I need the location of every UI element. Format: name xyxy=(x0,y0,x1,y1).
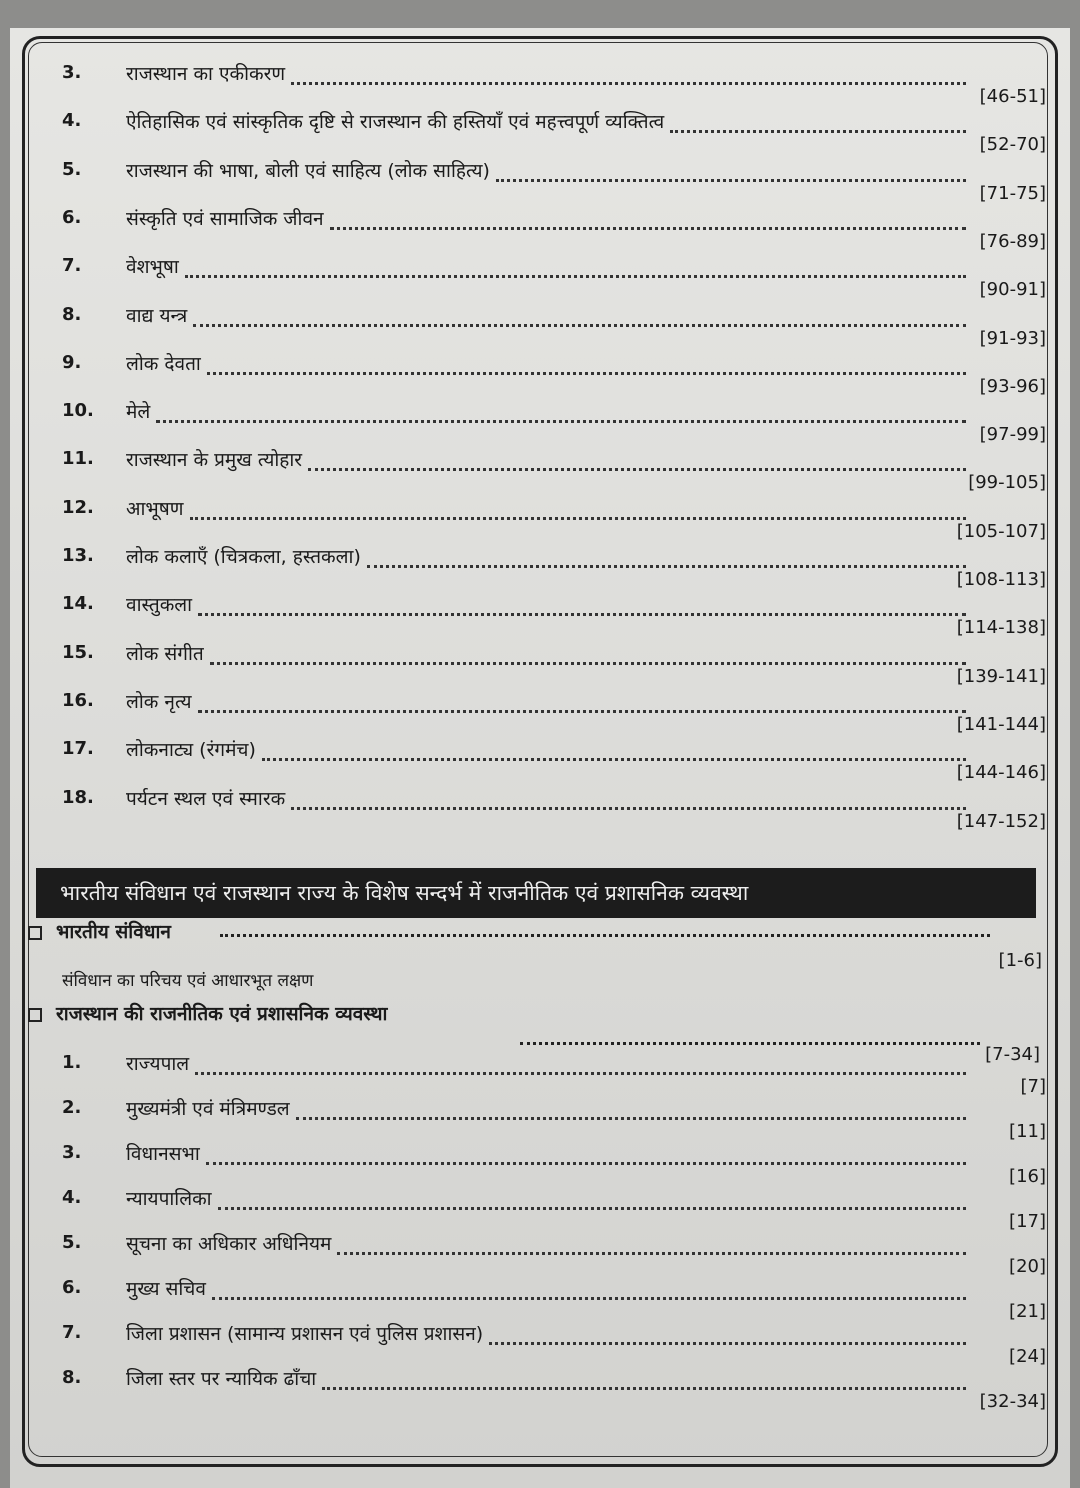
dot-leader xyxy=(207,372,966,375)
toc-entry xyxy=(62,448,1046,496)
dot-leader xyxy=(489,1342,966,1345)
entry-number: 10. xyxy=(62,400,94,422)
entry-number: 1. xyxy=(62,1052,82,1073)
dot-leader xyxy=(308,468,966,471)
page-range: [11] xyxy=(1009,1121,1046,1142)
dot-leader xyxy=(198,613,966,616)
dot-leader xyxy=(322,1387,966,1390)
dot-leader xyxy=(262,758,966,761)
entry-title: सूचना का अधिकार अधिनियम xyxy=(126,1233,332,1255)
entry-title: विधानसभा xyxy=(126,1143,200,1165)
toc-entry xyxy=(62,1322,1046,1370)
entry-number: 4. xyxy=(62,1187,82,1208)
toc-entry xyxy=(62,255,1046,303)
page-range: [93-96] xyxy=(979,375,1046,397)
dot-leader xyxy=(190,517,966,520)
entry-number: 6. xyxy=(62,206,82,228)
entry-number: 7. xyxy=(62,1322,82,1343)
dot-leader xyxy=(296,1117,966,1120)
heading-text: राजस्थान की राजनीतिक एवं प्रशासनिक व्यवस्था xyxy=(56,1003,388,1025)
dot-leader xyxy=(291,82,966,85)
entry-number: 16. xyxy=(62,689,94,711)
entry-number: 11. xyxy=(62,448,94,470)
entry-number: 14. xyxy=(62,593,94,615)
dot-leader xyxy=(220,934,990,937)
dot-leader xyxy=(195,1072,966,1075)
heading-text: भारतीय संविधान xyxy=(56,921,171,943)
page-range: [7-34] xyxy=(985,1044,1040,1065)
page-range: [99-105] xyxy=(968,472,1046,494)
page-range: [1-6] xyxy=(998,950,1042,971)
entry-number: 7. xyxy=(62,255,82,277)
page-range: [76-89] xyxy=(979,230,1046,252)
page-range: [71-75] xyxy=(979,182,1046,204)
toc-entry xyxy=(62,62,1046,110)
entry-number: 9. xyxy=(62,351,82,373)
checkbox-bullet-icon xyxy=(28,926,42,940)
dot-leader xyxy=(193,324,966,327)
entry-title: वाद्य यन्त्र xyxy=(126,304,188,327)
toc-entry xyxy=(62,1142,1046,1190)
entry-title: जिला प्रशासन (सामान्य प्रशासन एवं पुलिस प्रशासन) xyxy=(126,1323,484,1345)
entry-title: लोक संगीत xyxy=(126,642,204,665)
toc-entry xyxy=(62,159,1046,207)
entry-title: पर्यटन स्थल एवं स्मारक xyxy=(126,787,286,810)
dot-leader xyxy=(218,1207,966,1210)
toc-entry xyxy=(62,1367,1046,1415)
entry-title: लोक नृत्य xyxy=(126,690,192,713)
entry-title: राजस्थान की भाषा, बोली एवं साहित्य (लोक साहित्य) xyxy=(126,159,490,182)
toc-entry xyxy=(62,787,1046,835)
entry-title: राजस्थान का एकीकरण xyxy=(126,63,286,85)
page-range: [16] xyxy=(1009,1166,1046,1187)
entry-number: 13. xyxy=(62,545,94,566)
page-range: [17] xyxy=(1009,1211,1046,1232)
dot-leader xyxy=(212,1297,966,1300)
page-range: [46-51] xyxy=(979,86,1046,107)
page-range: [91-93] xyxy=(979,327,1046,349)
entry-number: 2. xyxy=(62,1097,82,1118)
page-range: [147-152] xyxy=(956,810,1046,832)
dot-leader xyxy=(520,1042,980,1045)
toc-entry xyxy=(62,738,1046,786)
toc-entry xyxy=(62,1232,1046,1280)
entry-title: वास्तुकला xyxy=(126,594,193,617)
page-range: [139-141] xyxy=(956,665,1046,687)
toc-entry xyxy=(62,1187,1046,1235)
toc-entry xyxy=(62,304,1046,352)
toc-heading-constitution xyxy=(28,918,171,944)
dot-leader xyxy=(210,662,966,665)
page-range: [21] xyxy=(1009,1301,1046,1322)
dot-leader xyxy=(185,275,966,278)
toc-entry xyxy=(62,110,1046,158)
page-range: [90-91] xyxy=(979,279,1046,301)
dot-leader xyxy=(156,420,966,423)
page-range: [144-146] xyxy=(956,762,1046,784)
entry-number: 5. xyxy=(62,158,82,180)
page-range: [114-138] xyxy=(956,617,1046,639)
toc-entry xyxy=(62,1052,1046,1100)
toc-entry xyxy=(62,642,1046,690)
entry-number: 12. xyxy=(62,496,94,518)
dot-leader xyxy=(291,807,966,810)
entry-number: 15. xyxy=(62,641,94,663)
dot-leader xyxy=(367,565,966,568)
entry-title: लोकनाट्य (रंगमंच) xyxy=(126,739,256,762)
entry-number: 5. xyxy=(62,1232,82,1253)
dot-leader xyxy=(496,179,966,182)
toc-entry xyxy=(62,690,1046,738)
checkbox-bullet-icon xyxy=(28,1008,42,1022)
toc-entry xyxy=(62,593,1046,641)
section-banner: भारतीय संविधान एवं राजस्थान राज्य के विशेष सन्दर्भ में राजनीतिक एवं प्रशासनिक व्यवस्था xyxy=(36,868,1036,918)
toc-entry xyxy=(62,400,1046,448)
page-range: [52-70] xyxy=(979,134,1046,156)
toc-subtitle: संविधान का परिचय एवं आधारभूत लक्षण xyxy=(62,971,314,991)
entry-title: राजस्थान के प्रमुख त्योहार xyxy=(126,449,303,472)
page-range: [105-107] xyxy=(956,520,1046,542)
toc-entry xyxy=(62,1277,1046,1325)
entry-title: संस्कृति एवं सामाजिक जीवन xyxy=(126,207,324,230)
entry-title: मुख्य सचिव xyxy=(126,1278,206,1300)
entry-number: 4. xyxy=(62,110,82,132)
dot-leader xyxy=(337,1252,966,1255)
toc-entry xyxy=(62,352,1046,400)
entry-number: 8. xyxy=(62,1367,82,1388)
entry-title: राज्यपाल xyxy=(126,1053,190,1075)
entry-title: आभूषण xyxy=(126,497,184,520)
entry-title: लोक कलाएँ (चित्रकला, हस्तकला) xyxy=(126,546,361,568)
toc-entry xyxy=(62,545,1046,593)
entry-title: ऐतिहासिक एवं सांस्कृतिक दृष्टि से राजस्थान की हस्तियाँ एवं महत्त्वपूर्ण व्यक्तित्व xyxy=(126,111,665,134)
dot-leader xyxy=(198,710,966,713)
page-range: [97-99] xyxy=(979,424,1046,446)
dot-leader xyxy=(206,1162,966,1165)
entry-title: वेशभूषा xyxy=(126,256,179,279)
entry-title: मेले xyxy=(126,401,151,424)
page-range: [141-144] xyxy=(956,713,1046,735)
toc-entry xyxy=(62,497,1046,545)
dot-leader xyxy=(670,130,966,133)
page-range: [7] xyxy=(1020,1076,1046,1097)
entry-number: 3. xyxy=(62,1142,82,1163)
entry-title: लोक देवता xyxy=(126,352,201,375)
dot-leader xyxy=(330,227,966,230)
entry-number: 17. xyxy=(62,738,94,760)
toc-entry xyxy=(62,1097,1046,1145)
page-range: [20] xyxy=(1009,1256,1046,1277)
toc-heading-rajasthan-admin xyxy=(28,1000,387,1026)
page-range: [32-34] xyxy=(979,1391,1046,1412)
entry-number: 18. xyxy=(62,786,94,808)
page-range: [108-113] xyxy=(956,569,1046,590)
entry-title: जिला स्तर पर न्यायिक ढाँचा xyxy=(126,1368,317,1390)
entry-title: न्यायपालिका xyxy=(126,1188,212,1210)
toc-entry xyxy=(62,207,1046,255)
entry-number: 6. xyxy=(62,1277,82,1298)
entry-title: मुख्यमंत्री एवं मंत्रिमण्डल xyxy=(126,1098,290,1120)
page-range: [24] xyxy=(1009,1346,1046,1367)
entry-number: 3. xyxy=(62,62,82,83)
entry-number: 8. xyxy=(62,303,82,325)
